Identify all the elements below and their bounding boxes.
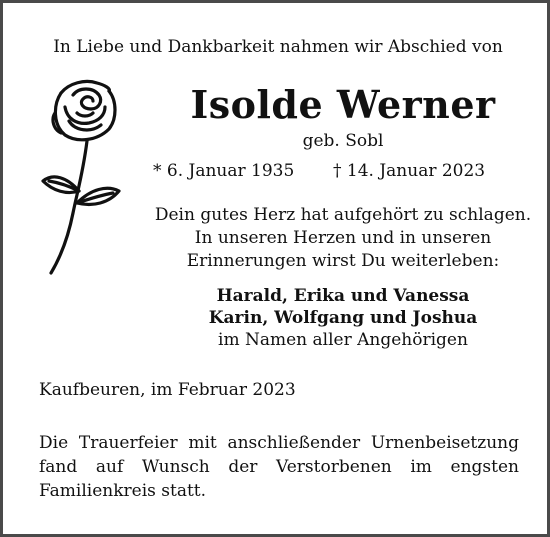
mourner-names: Karin, Wolfgang und Joshua [208,308,478,328]
verse-line: Erinnerungen wirst Du weiterleben: [186,251,500,271]
intro-text: In Liebe und Dankbarkeit nahmen wir Abschied von [53,37,503,57]
mourner-names: Harald, Erika und Vanessa [216,286,470,306]
death-date: † 14. Januar 2023 [333,161,486,181]
verse-line: Dein gutes Herz hat aufgehört zu schlagen. [154,205,532,225]
mourner-relatives: im Namen aller Angehörigen [218,330,468,350]
birth-date: * 6. Januar 1935 [153,161,295,181]
place-date: Kaufbeuren, im Februar 2023 [39,380,296,400]
deceased-name: Isolde Werner [190,82,496,127]
ceremony-text: Die Trauerfeier mit anschließender Urnenbeisetzung fand auf Wunsch der Verstorbenen im engsten Familienkreis statt. [39,433,519,501]
verse-line: In unseren Herzen und in unseren [194,228,492,248]
rose-icon [33,73,133,288]
birth-name: geb. Sobl [302,131,384,151]
